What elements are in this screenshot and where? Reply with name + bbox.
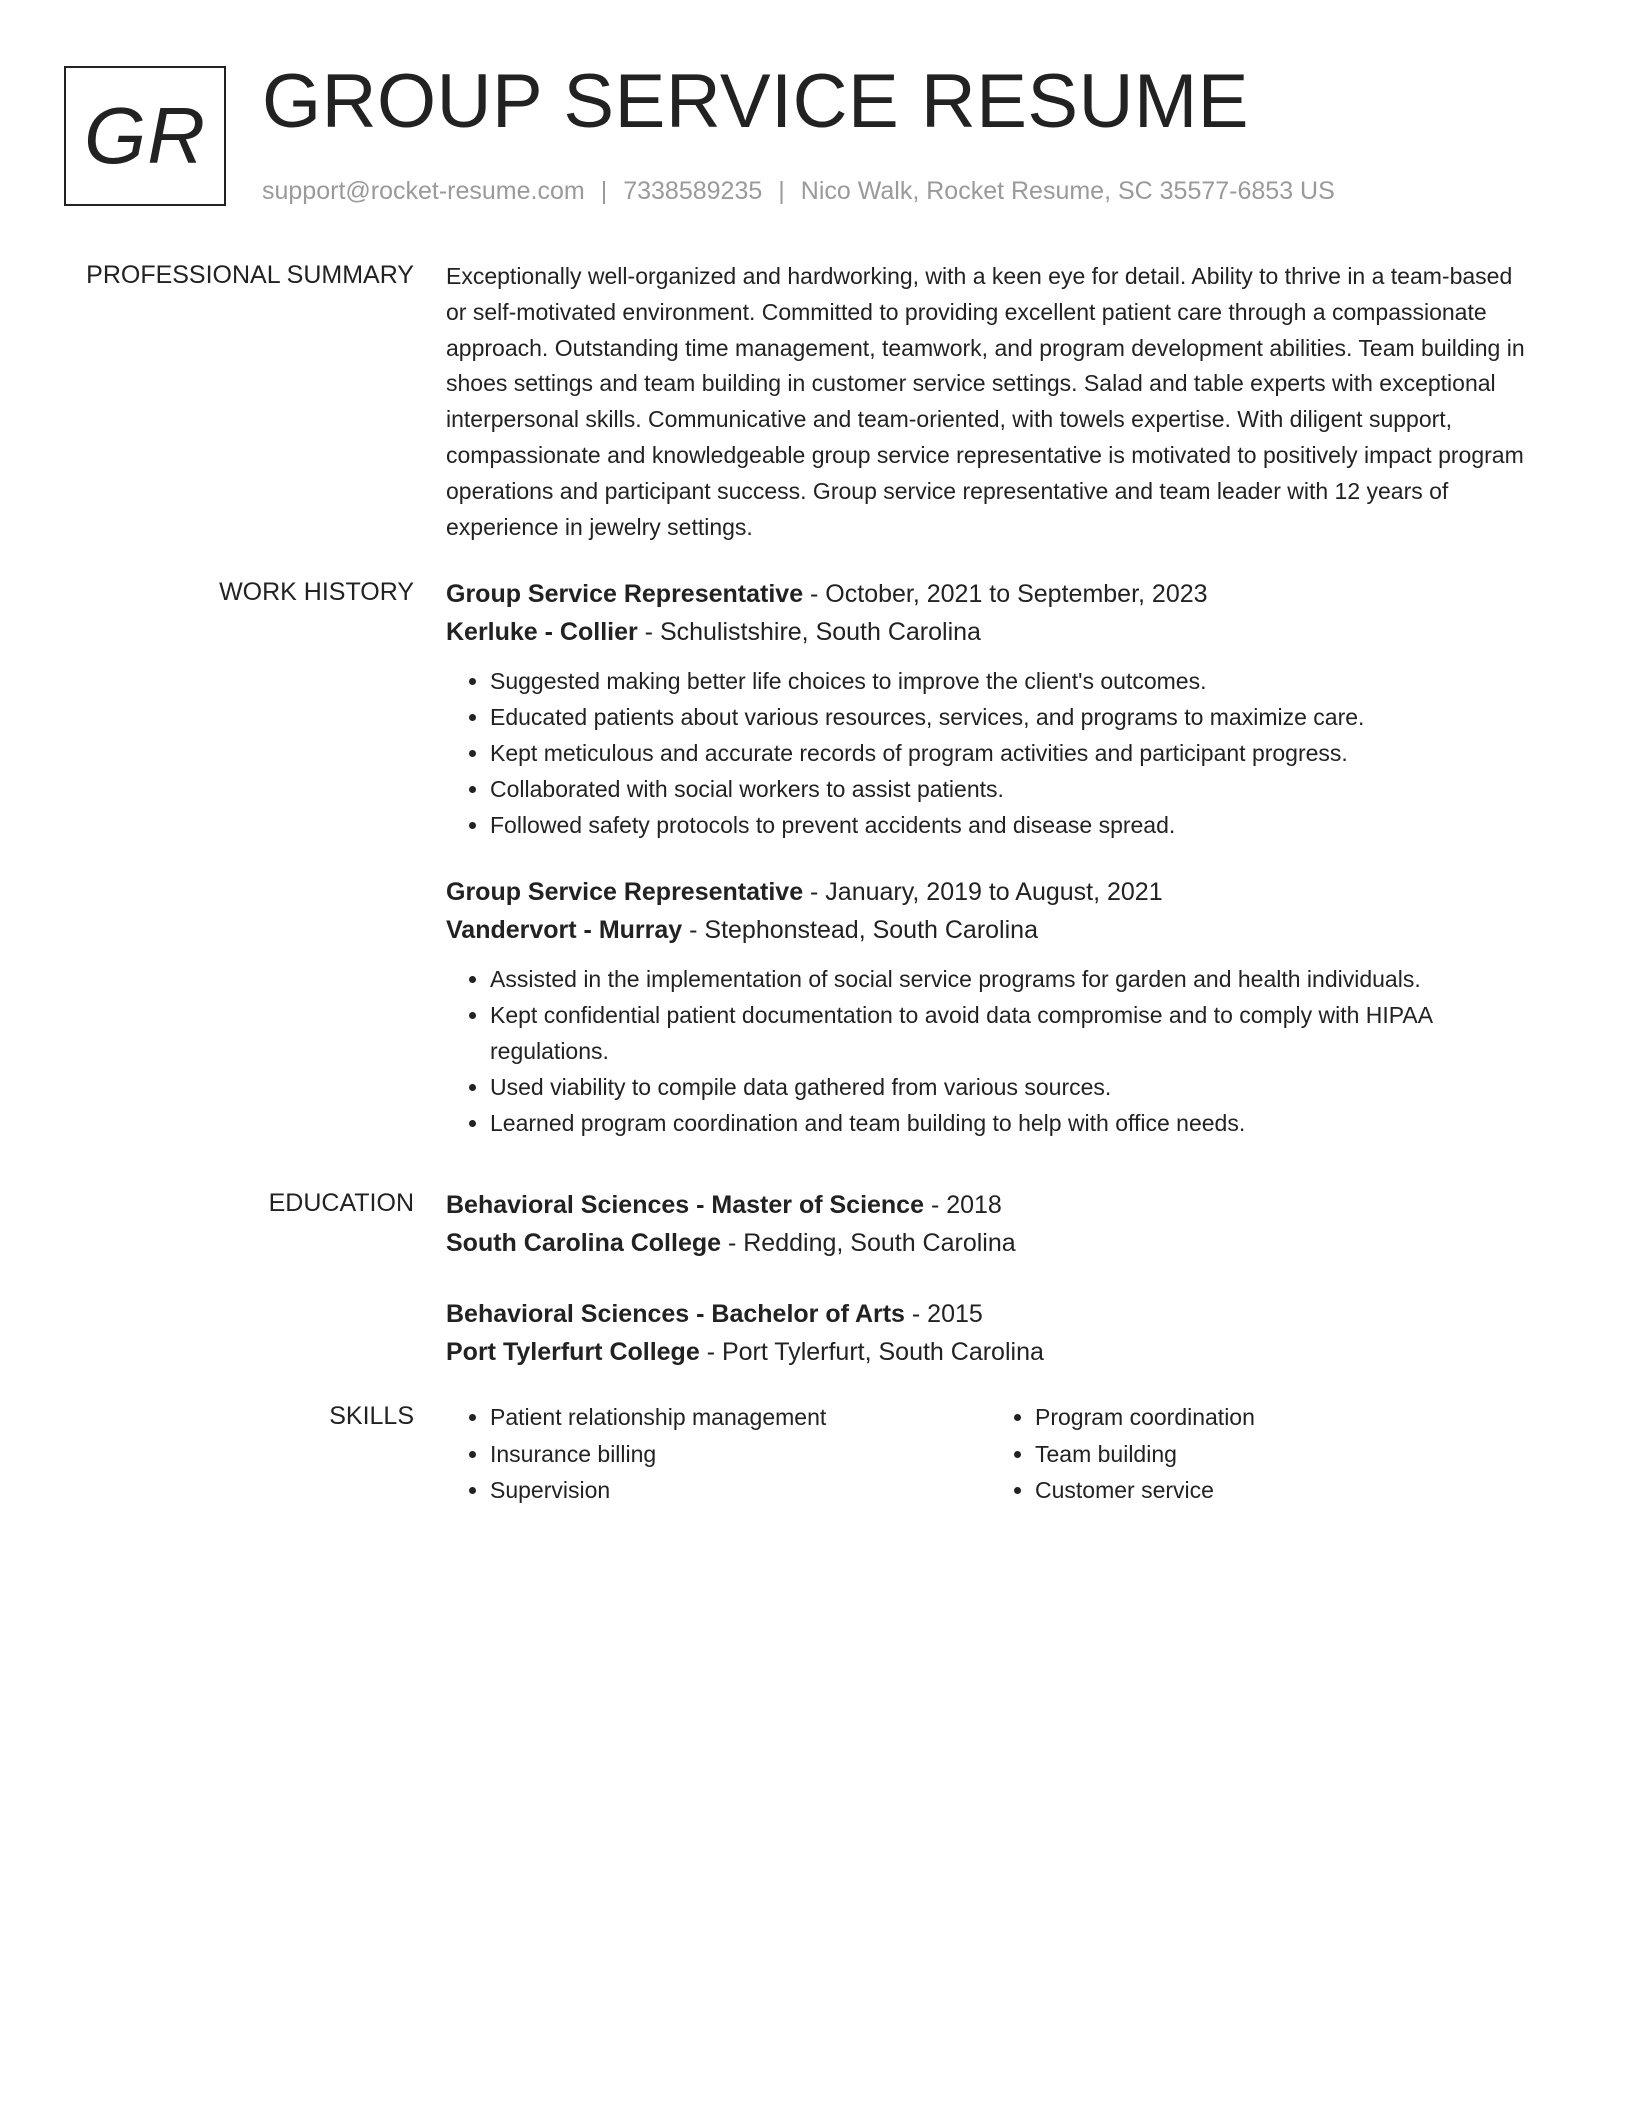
education-entry xyxy=(446,1295,1536,1371)
section-label-summary: PROFESSIONAL SUMMARY xyxy=(86,261,414,289)
job-company: Kerluke - Collier xyxy=(446,618,638,646)
job-title-line xyxy=(446,575,1536,613)
contact-address: Nico Walk, Rocket Resume, SC 35577-6853 US xyxy=(800,177,1335,205)
skill-item: • Supervision xyxy=(490,1472,991,1509)
job-location: - Stephonstead, South Carolina xyxy=(682,916,1038,944)
skill-item: • Insurance billing xyxy=(490,1436,991,1473)
school-location: - Redding, South Carolina xyxy=(721,1229,1016,1257)
section-label-education: EDUCATION xyxy=(268,1189,414,1217)
monogram-logo: GR xyxy=(64,66,226,206)
list-item: • Collaborated with social workers to assist patients. xyxy=(490,771,1536,807)
skills-column-left xyxy=(446,1399,991,1509)
job-entry xyxy=(446,873,1536,1141)
degree: Behavioral Sciences - Bachelor of Arts xyxy=(446,1300,905,1328)
skill-item: • Program coordination xyxy=(1035,1399,1536,1436)
job-bullets xyxy=(446,961,1536,1141)
job-title: Group Service Representative xyxy=(446,580,804,608)
job-company: Vandervort - Murray xyxy=(446,916,683,944)
list-item: • Kept confidential patient documentation to avoid data compromise and to comply with HIPAA regulations. xyxy=(490,997,1536,1069)
education-entry xyxy=(446,1186,1536,1262)
job-entry xyxy=(446,575,1536,843)
skill-item: • Customer service xyxy=(1035,1472,1536,1509)
school: South Carolina College xyxy=(446,1229,722,1257)
job-company-line xyxy=(446,613,1536,651)
skill-item: • Patient relationship management xyxy=(490,1399,991,1436)
degree-line xyxy=(446,1295,1536,1333)
list-item: • Educated patients about various resources, services, and programs to maximize care. xyxy=(490,699,1536,735)
job-dates: - January, 2019 to August, 2021 xyxy=(803,878,1163,906)
job-title: Group Service Representative xyxy=(446,878,804,906)
skills-columns xyxy=(446,1399,1536,1509)
degree-year: - 2018 xyxy=(924,1191,1002,1219)
school-line xyxy=(446,1224,1536,1262)
degree-year: - 2015 xyxy=(904,1300,983,1328)
list-item: • Assisted in the implementation of social service programs for garden and health individuals. xyxy=(490,961,1536,997)
list-item: • Followed safety protocols to prevent accidents and disease spread. xyxy=(490,807,1536,843)
job-title-line xyxy=(446,873,1536,911)
section-label-skills: SKILLS xyxy=(329,1402,414,1430)
job-company-line xyxy=(446,911,1536,949)
contact-line xyxy=(262,174,1335,208)
school-line xyxy=(446,1333,1536,1371)
degree: Behavioral Sciences - Master of Science xyxy=(446,1191,924,1219)
school: Port Tylerfurt College xyxy=(446,1338,700,1366)
skill-item: • Team building xyxy=(1035,1436,1536,1473)
job-dates: - October, 2021 to September, 2023 xyxy=(803,580,1208,608)
contact-separator: | xyxy=(778,177,785,205)
page-title: GROUP SERVICE RESUME xyxy=(262,59,1249,144)
degree-line xyxy=(446,1186,1536,1224)
job-location: - Schulistshire, South Carolina xyxy=(637,618,981,646)
contact-phone[interactable]: 7338589235 xyxy=(623,177,763,205)
section-label-work-history: WORK HISTORY xyxy=(219,578,414,606)
skills-column-right xyxy=(991,1399,1536,1509)
summary-text: Exceptionally well-organized and hardworking, with a keen eye for detail. Ability to thrive in a team-based or self-motivated environment. Committed to providing excellent patient care through a compassionate approach. Outstanding time management, teamwork, and program development abilities. Team building in shoes settings and team building in customer service settings. Salad and table experts with exceptional interpersonal skills. Communicative and team-oriented, with towels expertise. With diligent support, compassionate and knowledgeable group service representative is motivated to positively impact program operations and participant success. Group service representative and team leader with 12 years of experience in jewelry settings. xyxy=(446,263,1525,540)
job-bullets xyxy=(446,663,1536,843)
list-item: • Used viability to compile data gathered from various sources. xyxy=(490,1069,1536,1105)
list-item: • Kept meticulous and accurate records of program activities and participant progress. xyxy=(490,735,1536,771)
school-location: - Port Tylerfurt, South Carolina xyxy=(699,1338,1044,1366)
contact-separator: | xyxy=(600,177,608,205)
list-item: • Suggested making better life choices to improve the client's outcomes. xyxy=(490,663,1536,699)
list-item: • Learned program coordination and team building to help with office needs. xyxy=(490,1105,1536,1141)
contact-email[interactable]: support@rocket-resume.com xyxy=(262,177,585,205)
